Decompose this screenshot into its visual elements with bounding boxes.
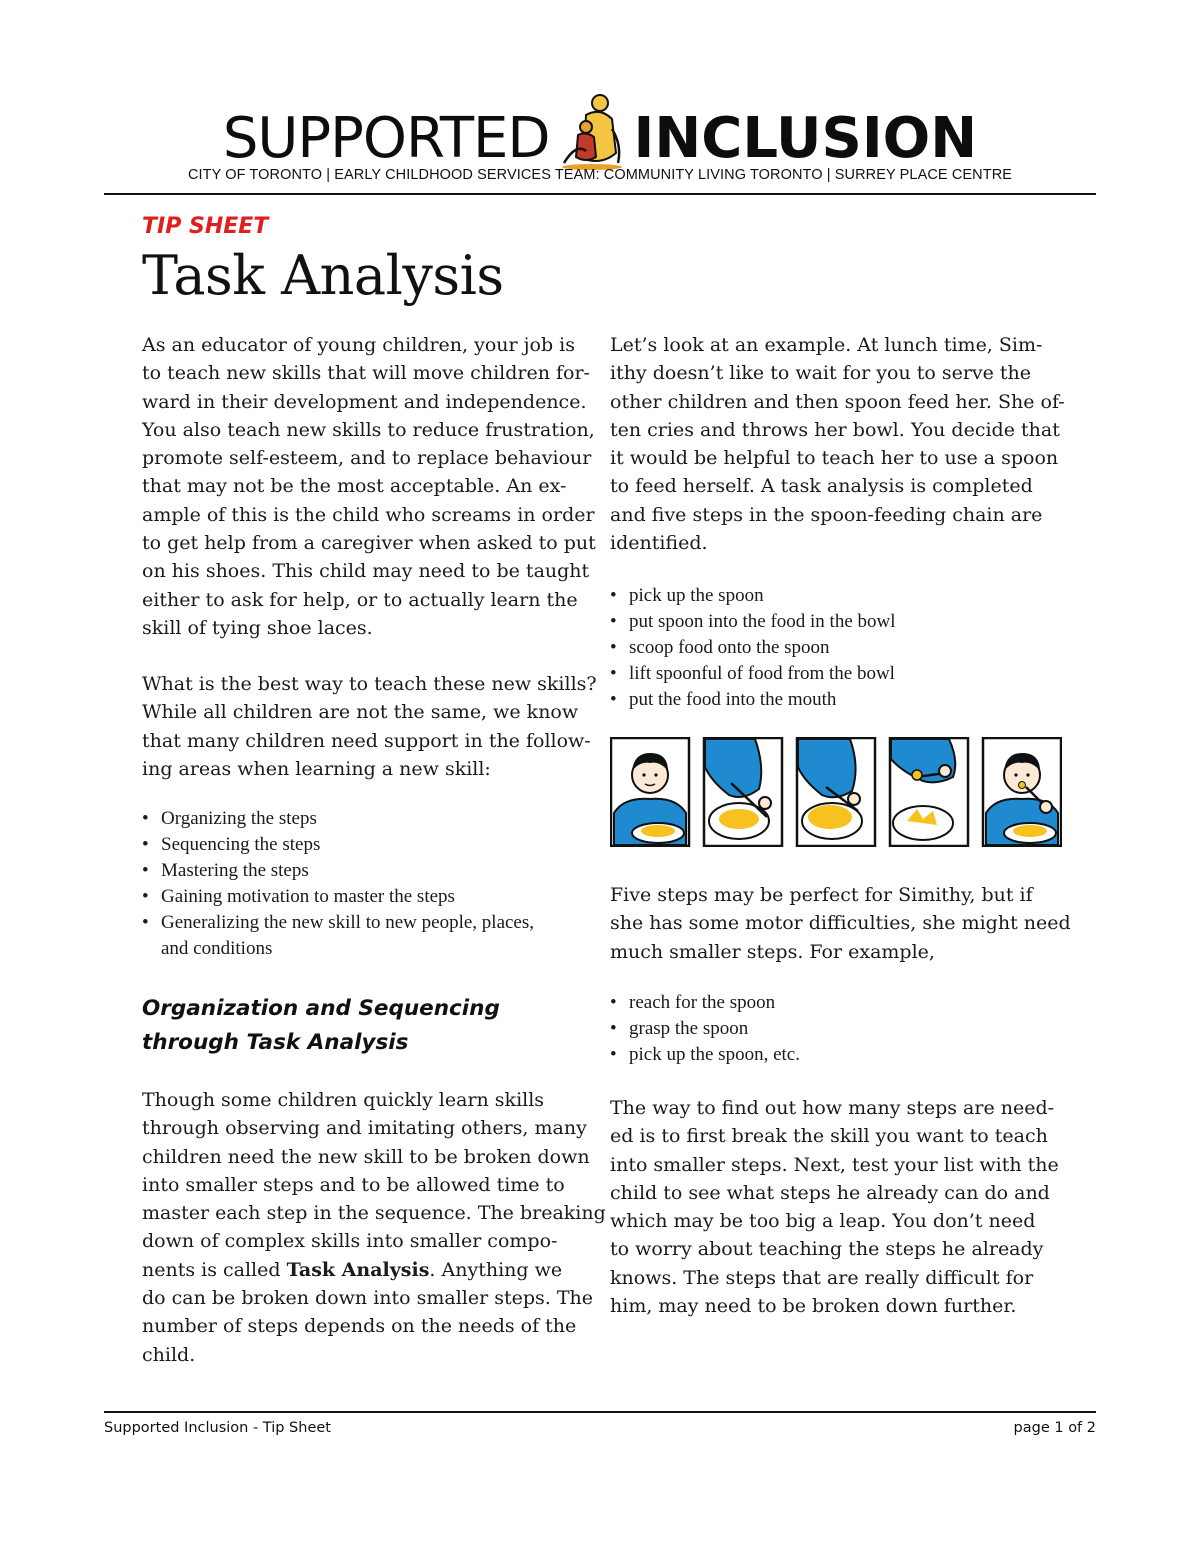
hand-spoon-bowl-icon [797,738,875,846]
text-line: The way to find out how many steps are need- [610,1097,1055,1119]
text-line: promote self-esteem, and to replace behaviour [142,447,592,470]
text-line: master each step in the sequence. The breaking [142,1202,606,1225]
heading-line: Organization and Sequencing [142,996,500,1021]
text-line: to teach new skills that will move children for- [142,362,590,385]
text-line: ward in their development and independence. [142,390,587,413]
text-line: Though some children quickly learn skills [142,1089,545,1111]
list-item-continuation: and conditions [161,938,273,959]
text-fragment: nents is called [142,1258,287,1281]
motor-difficulties-paragraph [610,881,1071,966]
task-analysis-paragraph [142,1086,606,1369]
list-item: • put the food into the mouth [610,687,896,713]
brand-name-inclusion: INCLUSION [633,106,978,171]
text-line: to get help from a caregiver when asked to put [142,532,596,555]
text-line: While all children are not the same, we know [142,701,579,724]
page-title: Task Analysis [142,244,504,307]
list-item: • Generalizing the new skill to new people, places, [142,910,534,936]
brand-banner [0,104,1200,174]
smaller-steps-list [610,990,800,1068]
text-line: ed is to first break the skill you want to teach [610,1125,1048,1148]
text-line: other children and then spoon feed her. She of- [610,390,1065,413]
text-line: Five steps may be perfect for Simithy, but if [610,884,1033,906]
example-paragraph [610,331,1065,557]
text-line: down of complex skills into smaller compo- [142,1230,558,1253]
text-line: ample of this is the child who screams in order [142,503,595,526]
text-line: into smaller steps and to be allowed time to [142,1173,565,1196]
find-steps-paragraph [610,1094,1059,1320]
text-line: number of steps depends on the needs of the [142,1315,577,1338]
text-line: to worry about teaching the steps he already [610,1238,1044,1261]
text-line: do can be broken down into smaller steps. The [142,1287,594,1310]
header-rule [104,193,1096,195]
tip-sheet-label: TIP SHEET [142,214,269,239]
text-line: identified. [610,532,708,555]
text-line [142,1256,606,1284]
text-line: she has some motor difficulties, she might need [610,912,1071,935]
list-item: • pick up the spoon, etc. [610,1042,800,1068]
text-line: ing areas when learning a new skill: [142,757,491,780]
page-number: page 1 of 2 [1013,1420,1096,1436]
footer-title: Supported Inclusion - Tip Sheet [104,1420,331,1436]
list-item: • reach for the spoon [610,990,800,1016]
text-line: him, may need to be broken down further. [610,1295,1017,1318]
text-line: child to see what steps he already can do and [610,1181,1050,1204]
text-line: ithy doesn’t like to wait for you to serve the [610,362,1032,385]
text-line: through observing and imitating others, many [142,1117,587,1140]
brand-name-supported: SUPPORTED [222,106,550,171]
support-areas-list [142,806,534,962]
intro-paragraph [142,331,596,642]
list-item: • Gaining motivation to master the steps [142,884,534,910]
text-line: ten cries and throws her bowl. You decide that [610,418,1060,441]
text-line: into smaller steps. Next, test your list with the [610,1153,1059,1176]
question-paragraph [142,670,597,783]
text-line: that many children need support in the follow- [142,729,591,752]
text-line: skill of tying shoe laces. [142,616,373,639]
list-item: • scoop food onto the spoon [610,635,896,661]
text-fragment: . Anything we [429,1258,563,1281]
text-line: either to ask for help, or to actually learn the [142,588,578,611]
child-with-bowl-icon [983,738,1061,846]
text-line: You also teach new skills to reduce frustration, [142,418,595,441]
text-line: and five steps in the spoon-feeding chain are [610,503,1043,526]
family-logo-icon [556,93,628,171]
text-line: Let’s look at an example. At lunch time, Sim- [610,334,1043,356]
list-item: • pick up the spoon [610,583,896,609]
footer-rule [104,1411,1096,1413]
list-item: • put spoon into the food in the bowl [610,609,896,635]
text-line: children need the new skill to be broken down [142,1145,590,1168]
text-line: that may not be the most acceptable. An ex- [142,475,567,498]
list-item: • lift spoonful of food from the bowl [610,661,896,687]
bold-term: Task Analysis [286,1258,430,1281]
spoon-feeding-steps-illustration [610,737,1062,847]
text-line: much smaller steps. For example, [610,940,935,963]
spoon-steps-list [610,583,896,713]
text-line: it would be helpful to teach her to use a spoon [610,447,1059,470]
hand-spoon-bowl-icon [890,738,968,846]
text-line: knows. The steps that are really difficult for [610,1266,1034,1289]
heading-line: through Task Analysis [142,1030,409,1055]
list-item: • Organizing the steps [142,806,534,832]
list-item: • Sequencing the steps [142,832,534,858]
list-item: • Mastering the steps [142,858,534,884]
text-line: child. [142,1343,196,1366]
text-line: on his shoes. This child may need to be taught [142,560,590,583]
organization-line: CITY OF TORONTO | EARLY CHILDHOOD SERVICES TEAM: COMMUNITY LIVING TORONTO | SURREY PLACE CENTRE [187,167,1013,183]
child-with-bowl-icon [611,738,689,846]
text-line: to feed herself. A task analysis is completed [610,475,1033,498]
list-item: • grasp the spoon [610,1016,800,1042]
text-line: which may be too big a leap. You don’t need [610,1210,1036,1233]
text-line: What is the best way to teach these new skills? [142,673,597,695]
section-heading [142,992,500,1060]
hand-spoon-bowl-icon [704,738,782,846]
text-line: As an educator of young children, your job is [142,334,576,356]
